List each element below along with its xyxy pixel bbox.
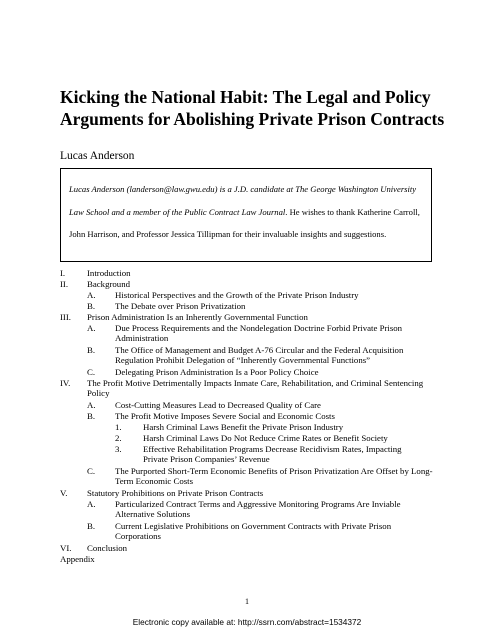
toc-text: Harsh Criminal Laws Do Not Reduce Crime Rates or Benefit Society: [143, 433, 388, 443]
toc-text: Appendix: [60, 554, 95, 564]
toc-number: C.: [87, 367, 96, 377]
bio-text-end: . He wishes to thank Katherine Carroll, John Harrison, and Professor Jessica Tillipman for their invaluable insights and suggestions.: [69, 206, 420, 239]
author-bio-box: [60, 168, 432, 262]
toc-number: C.: [87, 466, 96, 476]
toc-text: Cost-Cutting Measures Lead to Decreased Quality of Care: [115, 400, 321, 410]
toc-number: A.: [87, 400, 96, 410]
toc-number: IV.: [60, 378, 71, 388]
toc-text: The Profit Motive Imposes Severe Social and Economic Costs: [115, 411, 335, 421]
toc-number: I.: [60, 268, 66, 278]
toc-number: A.: [87, 499, 96, 509]
toc-text: Statutory Prohibitions on Private Prison Contracts: [87, 488, 264, 498]
toc-number: B.: [87, 521, 96, 531]
page-number: 1: [245, 597, 249, 606]
ssrn-footer: Electronic copy available at: http://ssrn.com/abstract=1534372: [132, 617, 362, 627]
bio-text-start: Lucas Anderson (landerson@law.gwu.edu) is a J.D. candidate at The George Washington University Law School and a member of the: [69, 184, 417, 217]
toc-text: Current Legislative Prohibitions on Government Contracts with Private Prison Corporations: [115, 521, 392, 541]
toc-number: 3.: [115, 444, 122, 454]
toc-number: B.: [87, 345, 96, 355]
toc-text: Prison Administration Is an Inherently Governmental Function: [87, 312, 308, 322]
toc-number: A.: [87, 323, 96, 333]
toc-text: The Purported Short-Term Economic Benefits of Prison Privatization Are Offset by Long-Term Economic Costs: [115, 466, 433, 486]
toc-number: B.: [87, 411, 96, 421]
toc-text: The Profit Motive Detrimentally Impacts Inmate Care, Rehabilitation, and Criminal Sentencing Policy: [87, 378, 424, 398]
toc-text: Background: [87, 279, 130, 289]
toc-text: Particularized Contract Terms and Aggressive Monitoring Programs Are Inviable Alternative Solutions: [115, 499, 401, 519]
toc-text: Introduction: [87, 268, 131, 278]
toc-number: A.: [87, 290, 96, 300]
toc-text: The Debate over Prison Privatization: [115, 301, 246, 311]
toc-text: Effective Rehabilitation Programs Decrease Recidivism Rates, Impacting Private Prison Companies’ Revenue: [143, 444, 402, 464]
toc-text: Due Process Requirements and the Nondelegation Doctrine Forbid Private Prison Administration: [115, 323, 403, 343]
bio-journal-name: Public Contract Law Journal: [184, 206, 286, 217]
toc-text: Delegating Prison Administration Is a Poor Policy Choice: [115, 367, 319, 377]
toc-number: V.: [60, 488, 68, 498]
author-name: Lucas Anderson: [60, 150, 135, 162]
toc-text: Historical Perspectives and the Growth of the Private Prison Industry: [115, 290, 359, 300]
toc-number: 1.: [115, 422, 122, 432]
toc-text: Harsh Criminal Laws Benefit the Private Prison Industry: [143, 422, 344, 432]
toc-number: VI.: [60, 543, 72, 553]
toc-number: II.: [60, 279, 69, 289]
toc-text: Conclusion: [87, 543, 128, 553]
article-title: Kicking the National Habit: The Legal and Policy Arguments for Abolishing Private Prison Contracts: [60, 87, 445, 129]
toc-number: 2.: [115, 433, 122, 443]
toc-number: III.: [60, 312, 71, 322]
toc-text: The Office of Management and Budget A-76 Circular and the Federal Acquisition Regulation Prohibit Delegation of “Inherently Governmental Functions”: [115, 345, 404, 365]
toc-number: B.: [87, 301, 96, 311]
